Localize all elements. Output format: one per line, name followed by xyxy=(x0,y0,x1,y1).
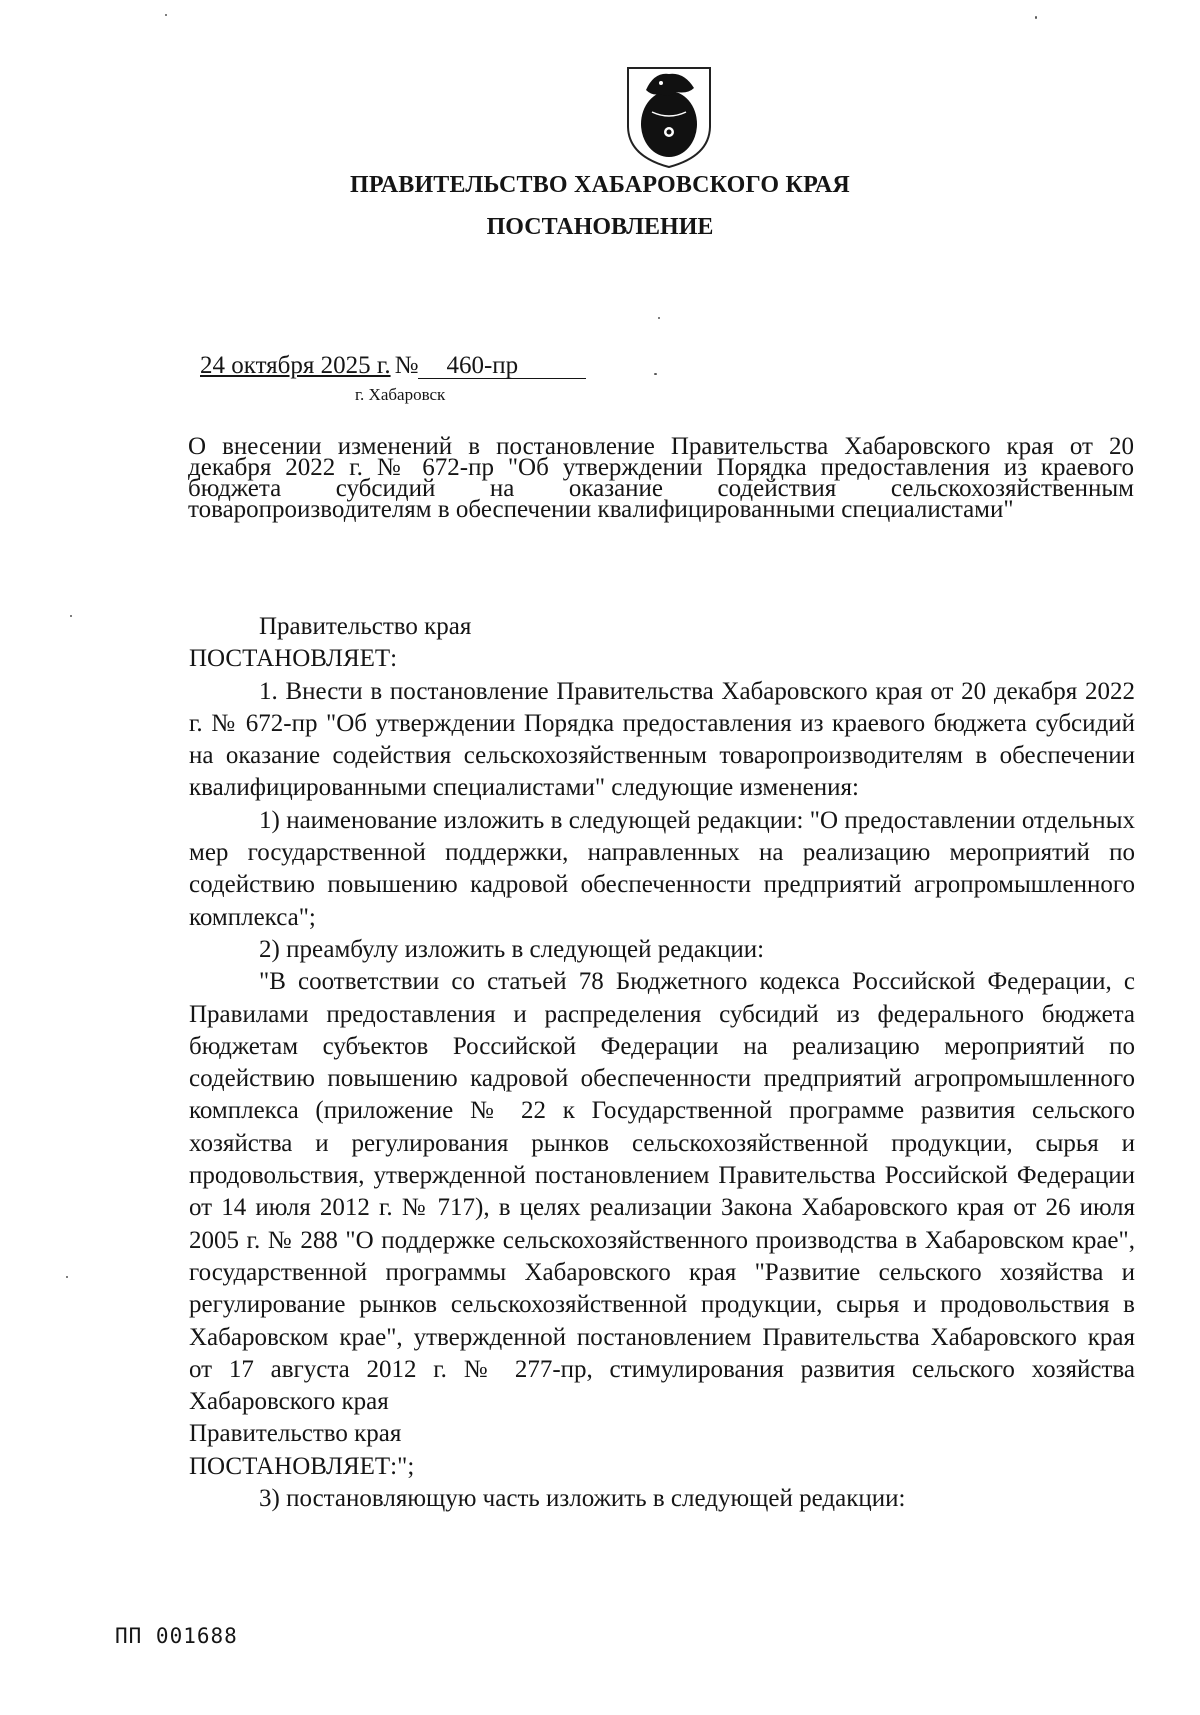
paragraph-5-line2: ПОСТАНОВЛЯЕТ:"; xyxy=(189,1452,415,1480)
paragraph-6: 3) постановляющую часть изложить в следующей редакции: xyxy=(259,1485,906,1513)
decree-keyword: ПОСТАНОВЛЯЕТ: xyxy=(189,645,398,673)
scan-speck xyxy=(658,317,660,319)
document-city: г. Хабаровск xyxy=(355,385,446,404)
document-type: ПОСТАНОВЛЕНИЕ xyxy=(486,214,714,240)
intro-line: Правительство края xyxy=(259,613,472,640)
document-number: 460-пр xyxy=(418,353,586,379)
paragraph-1: 1. Внести в постановление Правительства Хабаровского края от 20 декабря 2022 г. № 672-пр "Об утверждении Порядка предоставления из краевого бюджета субсидий на оказание содействия сельскохозяйственным товаропроизводителям в обеспечении квалифицированными специалистами" следующие изменения: xyxy=(189,677,1135,802)
scan-speck xyxy=(70,615,72,617)
scan-speck xyxy=(1035,16,1037,19)
scan-speck xyxy=(66,1276,68,1278)
paragraph-4: "В соответствии со статьей 78 Бюджетного кодекса Российской Федерации, с Правилами предоставления и распределения субсидий из федерального бюджета бюджетам субъектов Российской Федерации на реализацию мероприятий по содействию повышению кадровой обеспеченности предприятий агропромышленного комплекса (приложение № 22 к Государственной программе развития сельского хозяйства и регулирования рынков сельскохозяйственной продукции, сырья и продовольствия, утвержденной постановлением Правительства Российской Федерации от 14 июля 2012 г. № 717), в целях реализации Закона Хабаровского края от 26 июля 2005 г. № 288 "О поддержке сельскохозяйственного производства в Хабаровском крае", государственной программы Хабаровского края "Развитие сельского хозяйства и регулирование рынков сельскохозяйственной продукции, сырья и продовольствия в Хабаровском крае", утвержденной постановлением Правительства Хабаровского края от 17 августа 2012 г. № 277-пр, стимулирования развития сельского хозяйства Хабаровского края xyxy=(189,968,1135,1416)
paragraph-2: 1) наименование изложить в следующей редакции: "О предоставлении отдельных мер государственной поддержки, направленных на реализацию мероприятий по содействию повышению кадровой обеспеченности предприятий агропромышленного комплекса"; xyxy=(189,806,1135,931)
document-subject: О внесении изменений в постановление Правительства Хабаровского края от 20 декабря 2022 г. № 672-пр "Об утверждении Порядка предоставления из краевого бюджета субсидий на оказание содействия сельскохозяйственным товаропроизводителям в обеспечении квалифицированными специалистами" xyxy=(188,433,1134,523)
paragraph-3: 2) преамбулу изложить в следующей редакции: xyxy=(259,935,765,963)
paragraph-5-line1: Правительство края xyxy=(189,1420,402,1448)
date-number-line xyxy=(200,352,586,380)
document-date: 24 октября 2025 г. xyxy=(200,352,391,379)
document-body xyxy=(189,611,1135,1515)
scan-speck xyxy=(165,14,167,16)
footer-code: ПП 001688 xyxy=(115,1624,238,1648)
government-title: ПРАВИТЕЛЬСТВО ХАБАРОВСКОГО КРАЯ xyxy=(350,172,850,198)
coat-of-arms-icon xyxy=(624,64,714,170)
scan-speck xyxy=(654,373,657,375)
number-label: № xyxy=(394,352,419,379)
